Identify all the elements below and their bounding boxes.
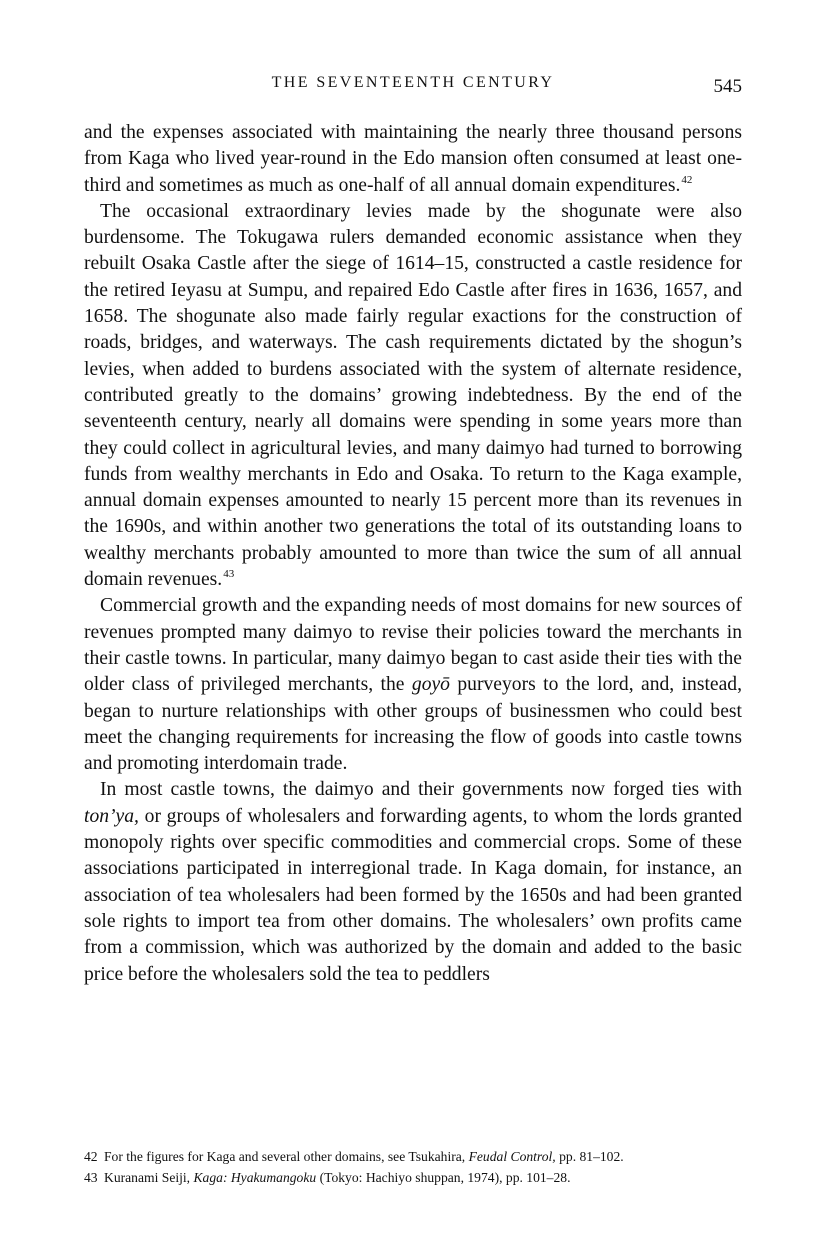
body-text <box>84 120 742 988</box>
footnote-text: Kuranami Seiji, <box>104 1170 194 1185</box>
footnote-text: For the figures for Kaga and several other domains, see Tsukahira, <box>104 1149 469 1164</box>
footnote-text: pp. 81–102. <box>555 1149 624 1164</box>
page-number: 545 <box>713 76 742 97</box>
paragraph-text: The occasional extraordinary levies made by the shogunate were also burdensome. The Tokugawa rulers demanded economic assistance when they rebuilt Osaka Castle after the siege of 1614–15, constructed a castle residence for the retired Ieyasu at Sumpu, and repaired Edo Castle after fires in 1636, 1657, and 1658. The shogunate also made fairly regular exactions for the construction of roads, bridges, and waterways. The cash requirements dictated by the shogun’s levies, when added to burdens associated with the system of alternate residence, contributed greatly to the domains’ growing indebtedness. By the end of the seventeenth century, nearly all domains were spending in some years more than they could collect in agricultural levies, and many daimyo had turned to borrowing funds from wealthy merchants in Edo and Osaka. To return to the Kaga example, annual domain expenses amounted to nearly 15 percent more than its revenues in the 1690s, and within another two generations the total of its outstanding loans to wealthy merchants probably amounted to more than twice the sum of all annual domain revenues. <box>84 200 742 591</box>
paragraph-text: and the expenses associated with maintaining the nearly three thousand persons from Kaga who lived year-round in the Edo mansion often consumed at least one-third and sometimes as much as one-half of all annual domain expenditures. <box>84 122 742 196</box>
footnote-text: (Tokyo: Hachiyo shuppan, 1974), pp. 101–28. <box>316 1170 571 1185</box>
paragraph-text: Commercial growth and the expanding needs of most domains for new sources of revenues prompted many daimyo to revise their policies toward the merchants in their castle towns. In particular, many daimyo began to cast aside their ties with the older class of privileged merchants, the <box>84 595 742 696</box>
italic-term-tonya: ton’ya, <box>84 805 139 827</box>
running-title: THE SEVENTEENTH CENTURY <box>271 74 555 91</box>
footnote-number: 42 <box>84 1149 98 1164</box>
footnotes <box>84 1146 744 1188</box>
paragraph-2 <box>84 199 742 593</box>
paragraph-text: purveyors to the lord, and, instead, began to nurture relationships with other groups of businessmen who could best meet the changing requirements for increasing the flow of goods into castle towns and promoting interdomain trade. <box>84 674 742 775</box>
footnote-number: 43 <box>84 1170 98 1185</box>
book-page <box>84 70 742 988</box>
footnote-title: Kaga: Hyakumangoku <box>193 1170 317 1185</box>
footnote-ref-43[interactable]: 43 <box>223 568 235 581</box>
footnote-43 <box>84 1167 744 1188</box>
footnote-title: Feudal Control, <box>468 1149 556 1164</box>
paragraph-text: or groups of wholesalers and forwarding agents, to whom the lords granted monopoly rights over specific commodities and commercial crops. Some of these associations participated in interregional trade. In Kaga domain, for instance, an association of tea wholesalers had been formed by the 1650s and had been granted sole rights to import tea from other domains. The wholesalers’ own profits came from a commission, which was authorized by the domain and added to the basic price before the wholesalers sold the tea to peddlers <box>84 805 742 985</box>
paragraph-3 <box>84 593 742 777</box>
paragraph-1 <box>84 120 742 199</box>
paragraph-text: In most castle towns, the daimyo and their governments now forged ties with <box>100 779 742 801</box>
footnote-42 <box>84 1146 744 1167</box>
paragraph-4 <box>84 777 742 987</box>
italic-term-goyo: goyō <box>411 674 450 696</box>
running-head <box>84 70 742 106</box>
footnote-ref-42[interactable]: 42 <box>681 173 693 186</box>
